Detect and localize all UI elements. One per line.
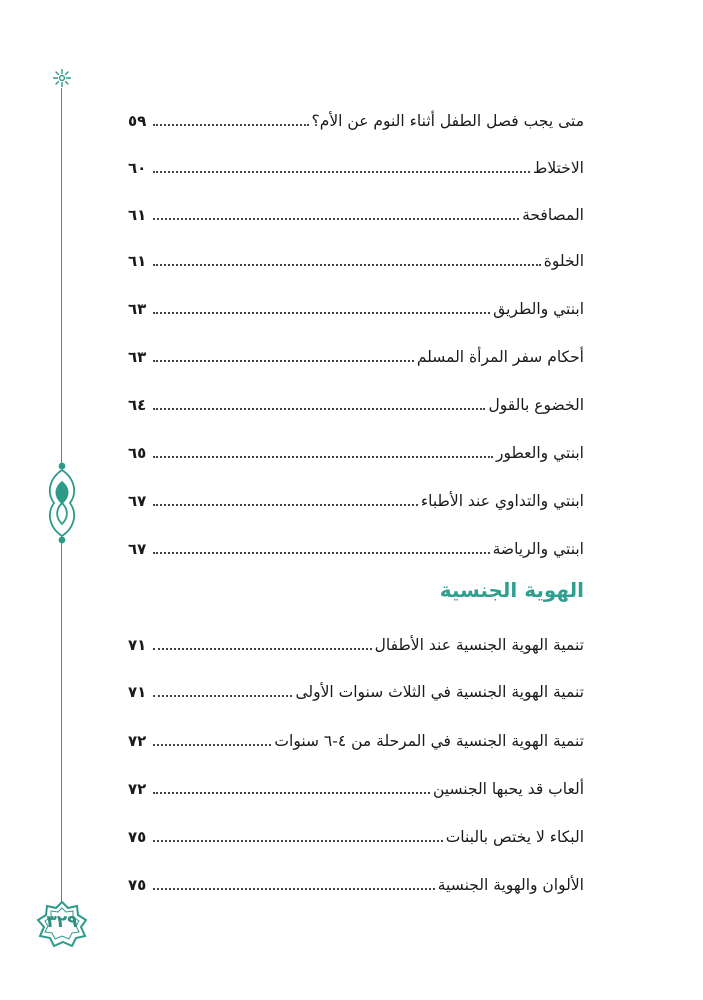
dot-leader (153, 504, 418, 506)
toc-entry-page: ٦١ (128, 252, 147, 270)
toc-entry (128, 866, 584, 896)
toc-entry (128, 482, 584, 512)
toc-entry-title: ابنتي والطريق (493, 300, 584, 318)
toc-entry-title: ابنتي والعطور (495, 444, 584, 462)
dot-leader (153, 264, 541, 266)
toc-entry-page: ٧٢ (128, 780, 147, 798)
dot-leader (153, 792, 430, 794)
toc-entry-page: ٦٠ (128, 159, 147, 177)
toc-entry-page: ٦٧ (128, 540, 147, 558)
toc-entry (128, 338, 584, 368)
toc-entry-page: ٧٥ (128, 876, 147, 894)
dot-leader (153, 408, 485, 410)
toc-entry-page: ٦٣ (128, 300, 147, 318)
dot-leader (153, 840, 443, 842)
toc-entry-page: ٧٢ (128, 732, 147, 750)
toc-entry (128, 242, 584, 272)
toc-entry-title: تنمية الهوية الجنسية عند الأطفال (374, 636, 584, 654)
toc-entry (128, 102, 584, 132)
toc-entry-page: ٧٥ (128, 828, 147, 846)
toc-entry-page: ٧١ (128, 683, 147, 701)
toc-entry-page: ٦٧ (128, 492, 147, 510)
dot-leader (153, 888, 435, 890)
toc-entry-title: تنمية الهوية الجنسية في الثلاث سنوات الأولى (295, 683, 584, 701)
page-number: ٣٢٩ (46, 912, 78, 932)
dot-leader (153, 456, 493, 458)
toc-entry (128, 434, 584, 464)
toc-entry-page: ٥٩ (128, 112, 147, 130)
toc-entry-title: ابنتي والرياضة (492, 540, 584, 558)
dot-leader (153, 360, 414, 362)
dot-leader (153, 744, 271, 746)
toc-entry (128, 149, 584, 179)
toc-entry (128, 770, 584, 800)
section-heading: الهوية الجنسية (439, 578, 584, 602)
ornament-icon (44, 462, 80, 544)
toc-entry-title: الألوان والهوية الجنسية (437, 876, 584, 894)
toc-entry-title: الخضوع بالقول (488, 396, 584, 414)
dot-leader (153, 552, 490, 554)
toc-entry-title: ابنتي والتداوي عند الأطباء (420, 492, 584, 510)
toc-entry-title: البكاء لا يختص بالبنات (445, 828, 584, 846)
toc-entry-page: ٦١ (128, 206, 147, 224)
toc-entry-title: المصافحة (522, 206, 584, 224)
dot-leader (153, 648, 372, 650)
toc-entry-page: ٧١ (128, 636, 147, 654)
toc-entry-title: متى يجب فصل الطفل أثناء النوم عن الأم؟ (311, 112, 584, 130)
toc-entry-title: الاختلاط (533, 159, 584, 177)
border-line-bottom (61, 542, 62, 904)
dot-leader (153, 312, 490, 314)
toc-entry (128, 722, 584, 752)
dot-leader (153, 695, 292, 697)
toc-entry (128, 386, 584, 416)
dot-leader (153, 171, 530, 173)
dot-leader (153, 124, 309, 126)
flower-icon (52, 68, 72, 88)
toc-entry-page: ٦٥ (128, 444, 147, 462)
toc-entry-title: ألعاب قد يحبها الجنسين (432, 780, 584, 798)
toc-entry-title: أحكام سفر المرأة المسلم (416, 348, 584, 366)
toc-entry-title: تنمية الهوية الجنسية في المرحلة من ٤-٦ سنوات (274, 732, 584, 750)
toc-entry (128, 818, 584, 848)
dot-leader (153, 218, 519, 220)
toc-entry-page: ٦٣ (128, 348, 147, 366)
toc-entry (128, 673, 584, 703)
toc-entry (128, 626, 584, 656)
toc-entry (128, 530, 584, 560)
toc-entry-page: ٦٤ (128, 396, 147, 414)
toc-entry (128, 196, 584, 226)
toc-entry-title: الخلوة (543, 252, 584, 270)
toc-entry (128, 290, 584, 320)
border-line-top (61, 88, 62, 466)
